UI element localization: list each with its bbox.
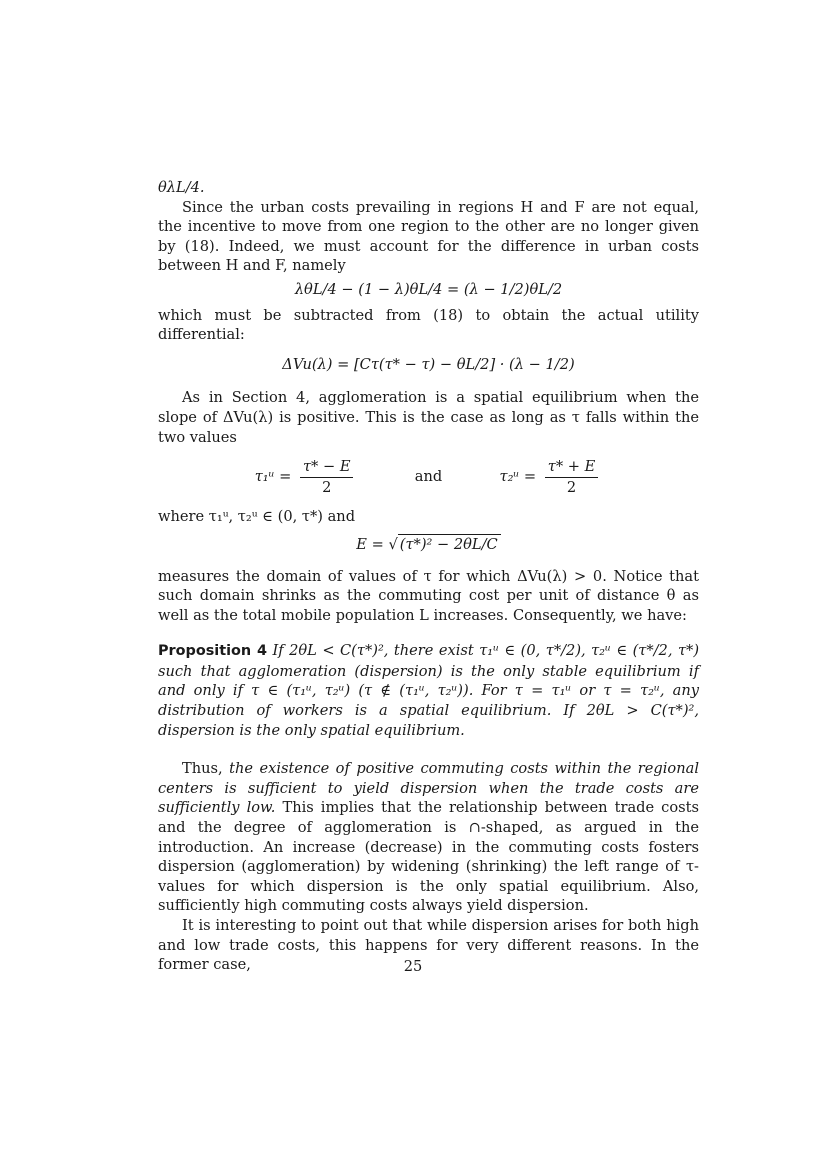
threshold-and: and [414, 468, 443, 486]
equation-E-lhs: E = √ [356, 535, 398, 553]
paragraph-urban-costs: Since the urban costs prevailing in regions H and F are not equal, the incentive to move from one region to the other are no longer given by (18). Indeed, we must account for the difference in urban costs between H and F, namely [158, 198, 699, 275]
equation-E-radicand: (τ*)² − 2θL/C [398, 534, 501, 553]
page-content [158, 178, 699, 975]
paragraph-thus: Thus, the existence of positive commuting costs within the regional centers is sufficient to yield dispersion when the trade costs are sufficiently low. This implies that the relationship between trade costs and the degree of agglomeration is ∩-shaped, as argued in the introduction. An increase (decrease) in the commuting costs fosters dispersion (agglomeration) by widening (shrinking) the left range of τ-values for which dispersion is the only spatial equilibrium. Also, sufficiently high commuting costs always yield dispersion. [158, 760, 699, 915]
equation-E [158, 535, 699, 555]
threshold-2-lhs: τ₂ᵘ = [499, 468, 537, 486]
paragraph-interesting: It is interesting to point out that while dispersion arises for both high and low trade costs, this happens for very different reasons. In the former case, [158, 917, 699, 974]
lead-line: θλL/4. [158, 179, 205, 196]
threshold-2-numerator: τ* + E [545, 457, 599, 478]
equation-utility-differential: ΔVu(λ) = [Cτ(τ* − τ) − θL/2] · (λ − 1/2) [282, 355, 575, 373]
threshold-1-numerator: τ* − E [300, 457, 354, 478]
emphasis-statement: the existence of positive commuting costs within the regional centers is sufficient to yield dispersion when the trade costs are sufficiently low. [158, 760, 699, 817]
threshold-1-fraction [300, 457, 354, 497]
equation-urban-difference: λθL/4 − (1 − λ)θL/4 = (λ − 1/2)θL/2 [294, 280, 563, 298]
threshold-2-denominator: 2 [566, 478, 577, 496]
proposition-heading: Proposition 4 [158, 643, 268, 660]
threshold-1-denominator: 2 [322, 478, 332, 496]
proposition-4 [158, 641, 699, 740]
paragraph-domain: measures the domain of values of τ for which ΔVu(λ) > 0. Notice that such domain shrinks as the commuting cost per unit of distance θ as well as the total mobile population L increases. Consequently, we have: [158, 567, 699, 624]
threshold-2-fraction [545, 457, 599, 497]
equation-thresholds [158, 457, 699, 497]
threshold-1-lhs: τ₁ᵘ = [254, 468, 292, 486]
proposition-body: If 2θL < C(τ*)², there exist τ₁ᵘ ∈ (0, τ*/2), τ₂ᵘ ∈ (τ*/2, τ*) such that agglomeration (dispersion) is the only stable equilibrium if and only if τ ∈ (τ₁ᵘ, τ₂ᵘ) (τ ∉ (τ₁ᵘ, τ₂ᵘ)). For τ = τ₁ᵘ or τ = τ₂ᵘ, any distribution of workers is a spatial equilibrium. If 2θL > C(τ*)², dispersion is the only spatial equilibrium. [158, 642, 700, 739]
page-number: 25 [403, 958, 423, 975]
paragraph-agglomeration: As in Section 4, agglomeration is a spatial equilibrium when the slope of ΔVu(λ) is positive. This is the case as long as τ falls within the two values [158, 389, 699, 446]
paragraph-subtracted: which must be subtracted from (18) to obtain the actual utility differential: [158, 306, 699, 344]
paragraph-where: where τ₁ᵘ, τ₂ᵘ ∈ (0, τ*) and [158, 508, 356, 526]
